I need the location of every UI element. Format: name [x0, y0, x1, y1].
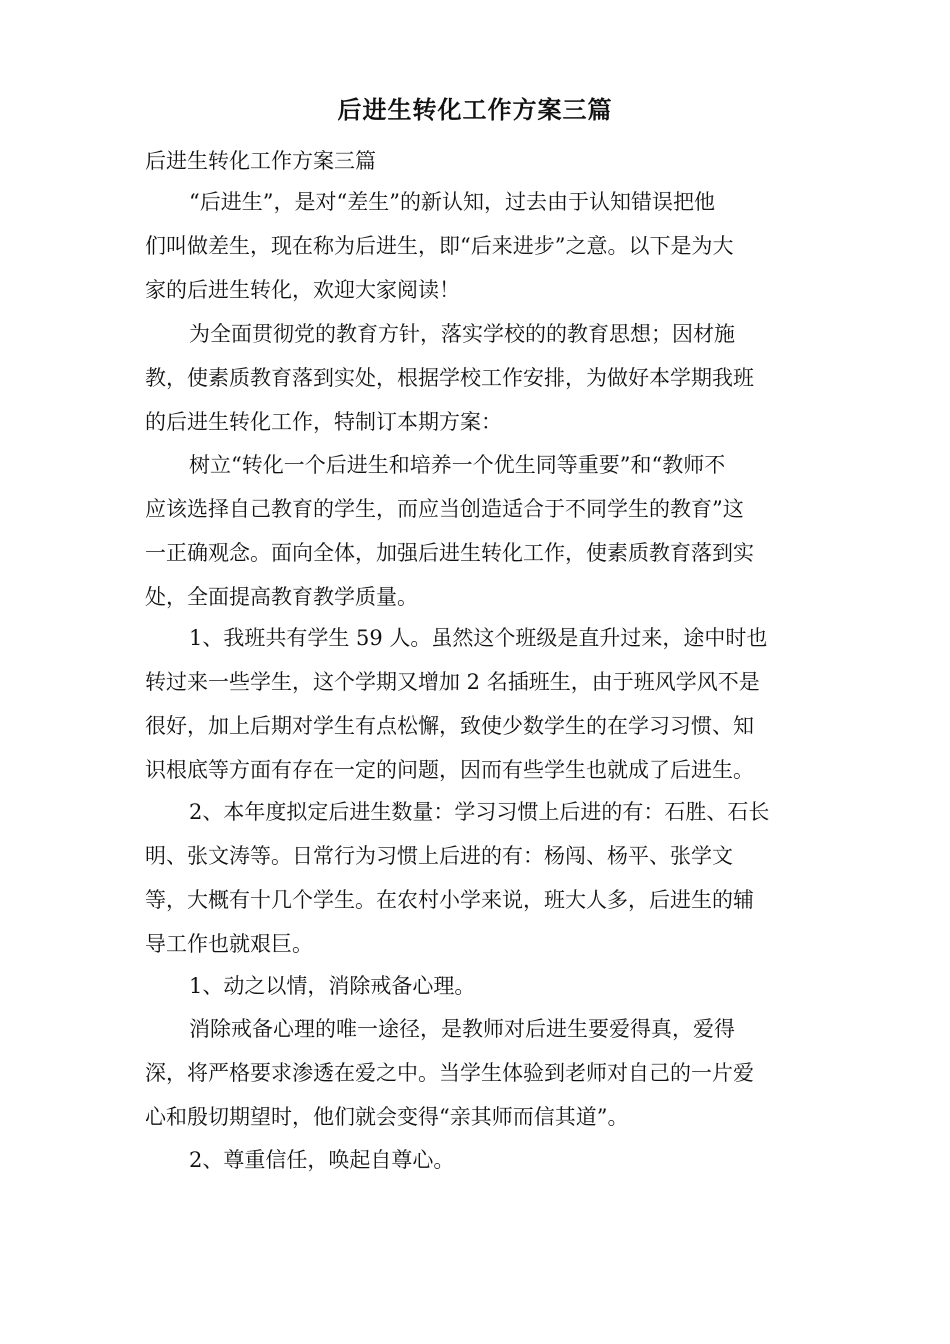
- document-subtitle: 后进生转化工作方案三篇: [145, 149, 376, 173]
- paragraph: [145, 180, 810, 312]
- paragraph-line: 明、张文涛等。日常行为习惯上后进的有：杨闯、杨平、张学文: [145, 844, 733, 868]
- paragraph-line: 们叫做差生，现在称为后进生，即“后来进步”之意。以下是为大: [145, 234, 734, 258]
- paragraph-line: 深，将严格要求渗透在爱之中。当学生体验到老师对自己的一片爱: [145, 1061, 754, 1085]
- paragraph-line: 1、动之以情，消除戒备心理。: [189, 974, 476, 998]
- paragraph-line: 应该选择自己教育的学生，而应当创造适合于不同学生的教育”这: [145, 497, 744, 521]
- paragraph-line: 处，全面提高教育教学质量。: [145, 585, 418, 609]
- paragraph: [145, 1007, 810, 1139]
- paragraph-line: 2、尊重信任，唤起自尊心。: [189, 1148, 455, 1172]
- paragraph: [145, 964, 810, 1008]
- paragraph-line: 树立“转化一个后进生和培养一个优生同等重要”和“教师不: [189, 453, 726, 477]
- paragraph: [145, 312, 810, 444]
- paragraph-line: “后进生”，是对“差生”的新认知，过去由于认知错误把他: [189, 190, 715, 214]
- paragraph-line: 转过来一些学生，这个学期又增加 2 名插班生，由于班风学风不是: [145, 670, 760, 694]
- paragraph-line: 2、本年度拟定后进生数量：学习习惯上后进的有：石胜、石长: [189, 800, 770, 824]
- paragraph-line: 为全面贯彻党的教育方针，落实学校的的教育思想；因材施: [189, 322, 735, 346]
- paragraph-line: 导工作也就艰巨。: [145, 932, 313, 956]
- paragraph-line: 很好，加上后期对学生有点松懈，致使少数学生的在学习习惯、知: [145, 714, 754, 738]
- paragraph-line: 一正确观念。面向全体，加强后进生转化工作，使素质教育落到实: [145, 541, 754, 565]
- paragraph-line: 识根底等方面有存在一定的问题，因而有些学生也就成了后进生。: [145, 758, 754, 782]
- paragraph: [145, 790, 810, 966]
- paragraph: [145, 616, 810, 792]
- paragraph-line: 等，大概有十几个学生。在农村小学来说，班大人多，后进生的辅: [145, 888, 754, 912]
- paragraph: [145, 1138, 810, 1182]
- paragraph: [145, 443, 810, 619]
- document-title: 后进生转化工作方案三篇: [337, 95, 613, 124]
- paragraph-line: 1、我班共有学生 59 人。虽然这个班级是直升过来，途中时也: [189, 626, 768, 650]
- paragraph-line: 心和殷切期望时，他们就会变得“亲其师而信其道”。: [145, 1105, 629, 1129]
- paragraph-line: 的后进生转化工作，特制订本期方案：: [145, 410, 502, 434]
- paragraph-line: 家的后进生转化，欢迎大家阅读！: [145, 278, 460, 302]
- paragraph-line: 消除戒备心理的唯一途径，是教师对后进生要爱得真，爱得: [189, 1017, 735, 1041]
- paragraph-line: 教，使素质教育落到实处，根据学校工作安排，为做好本学期我班: [145, 366, 754, 390]
